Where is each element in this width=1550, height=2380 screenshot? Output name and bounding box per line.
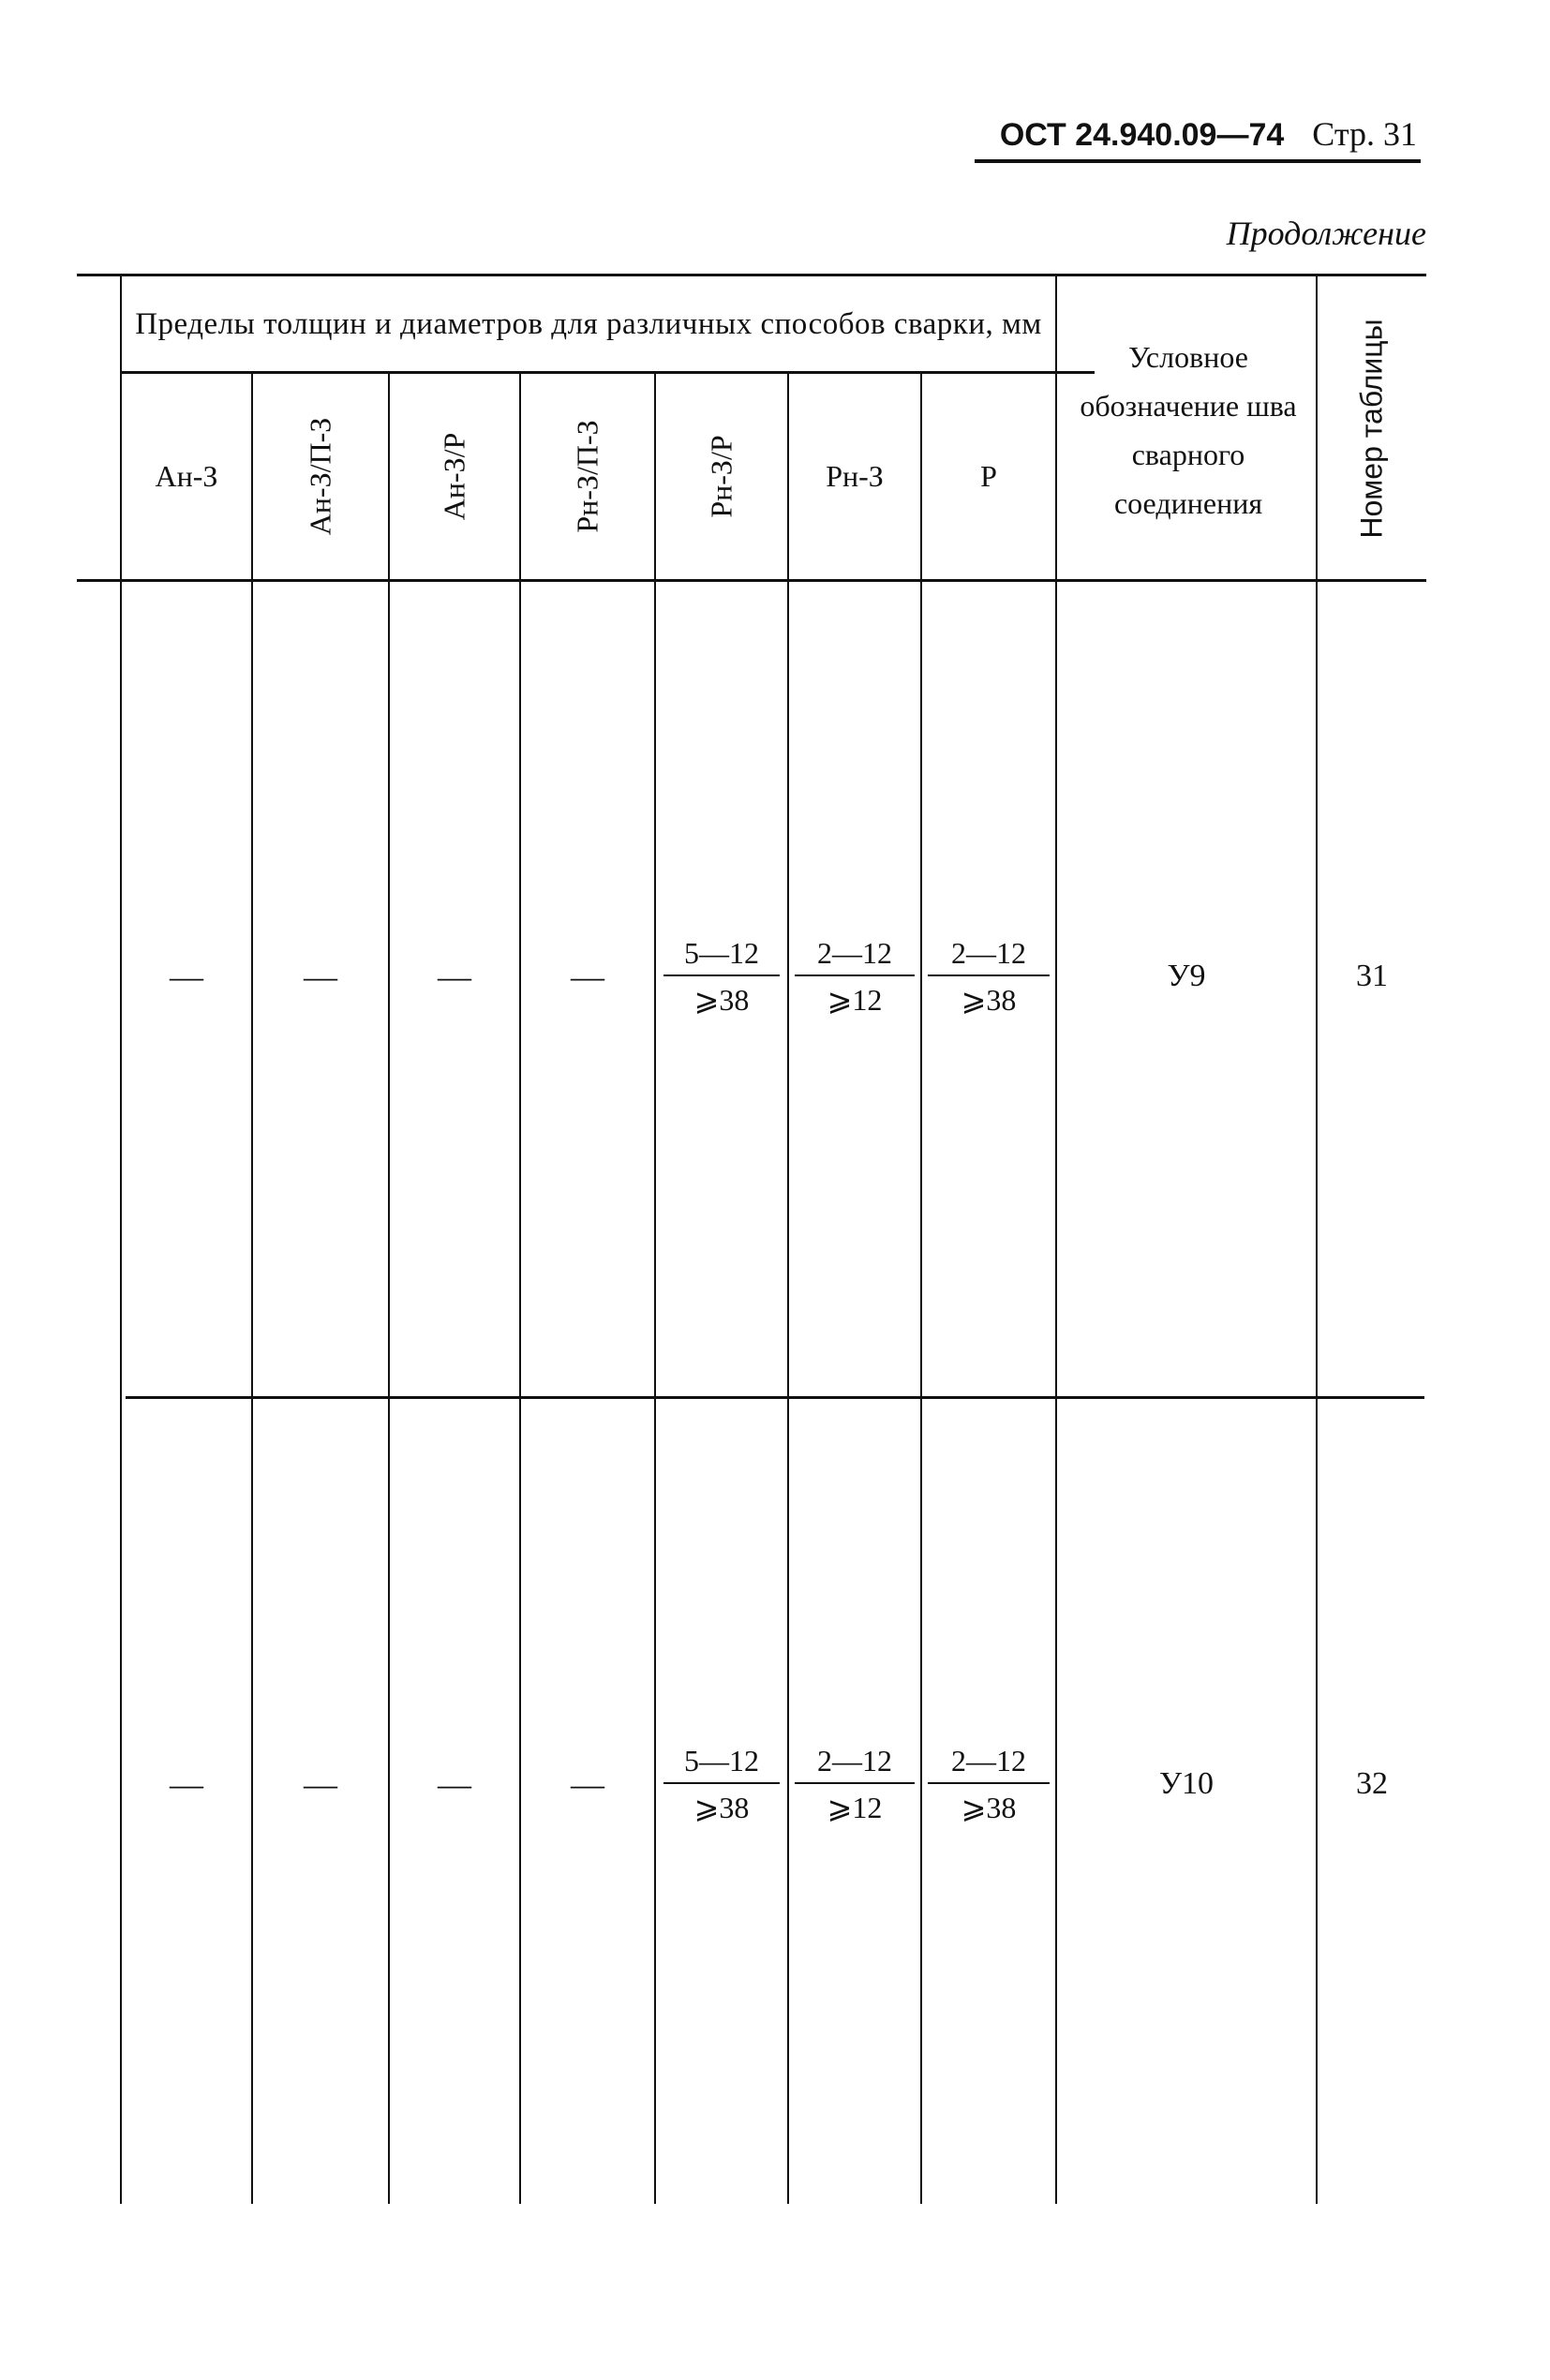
col-header-rn-z-p-z: Рн-З/П-З (570, 420, 604, 533)
fraction-denominator: ⩾38 (961, 982, 1017, 1017)
cell-table-number: 32 (1356, 1766, 1388, 1801)
row-divider (126, 1396, 1424, 1399)
col-header-r: Р (980, 459, 997, 493)
fraction-numerator: 5—12 (684, 935, 759, 970)
fraction-numerator: 2—12 (951, 935, 1026, 970)
cell-designation: У9 (1167, 959, 1206, 993)
fraction-denominator: ⩾38 (693, 1790, 750, 1824)
cell-an-z-r: — (438, 1765, 471, 1803)
column-rule (251, 371, 253, 2204)
page-number: Стр. 31 (1312, 115, 1417, 153)
col-header-rn-z-r: Рн-З/Р (704, 435, 738, 518)
cell-r (928, 930, 1050, 1023)
fraction-numerator: 5—12 (684, 1743, 759, 1778)
column-rule (787, 371, 789, 2204)
col-header-an-z: Ан-З (155, 459, 218, 493)
column-rule (388, 371, 390, 2204)
cell-r (928, 1737, 1050, 1831)
fraction-denominator: ⩾12 (827, 982, 883, 1017)
column-rule (1055, 274, 1057, 2204)
table-number-header: Номер таблицы (1354, 318, 1389, 539)
group-header: Пределы толщин и диаметров для различных способов сварки, мм (135, 306, 1042, 341)
header-underline (975, 159, 1421, 163)
continuation-label: Продолжение (1226, 215, 1426, 252)
column-rule (519, 371, 521, 2204)
cell-rn-z-p-z: — (571, 958, 604, 995)
cell-rn-z-p-z: — (571, 1765, 604, 1803)
col-header-an-z-r: Ан-З/Р (437, 432, 471, 521)
fraction-denominator: ⩾12 (827, 1790, 883, 1824)
column-rule (654, 371, 656, 2204)
fraction-numerator: 2—12 (817, 1743, 892, 1778)
cell-rn-z (795, 1737, 915, 1831)
fraction-numerator: 2—12 (951, 1743, 1026, 1778)
standard-number: ОСТ 24.940.09—74 (999, 117, 1285, 153)
table-top-rule (77, 274, 1426, 276)
column-rule (920, 371, 922, 2204)
cell-table-number: 31 (1356, 959, 1388, 993)
fraction-denominator: ⩾38 (961, 1790, 1017, 1824)
col-header-an-z-p-z: Ан-З/П-З (303, 417, 337, 536)
cell-an-z-p-z: — (304, 958, 337, 995)
cell-designation: У10 (1158, 1766, 1215, 1801)
cell-an-z: — (170, 1765, 203, 1803)
col-header-rn-z: Рн-З (826, 459, 884, 493)
cell-an-z-p-z: — (304, 1765, 337, 1803)
cell-an-z-r: — (438, 958, 471, 995)
designation-header: Условное обозначение шва сварного соединения (1080, 340, 1297, 520)
welds-table (77, 274, 1426, 2204)
cell-rn-z-r (663, 930, 780, 1023)
fraction-denominator: ⩾38 (693, 982, 750, 1017)
cell-an-z: — (170, 958, 203, 995)
fraction-numerator: 2—12 (817, 935, 892, 970)
cell-rn-z (795, 930, 915, 1023)
running-header (1000, 114, 1417, 154)
cell-rn-z-r (663, 1737, 780, 1831)
header-bottom-rule (77, 579, 1426, 582)
